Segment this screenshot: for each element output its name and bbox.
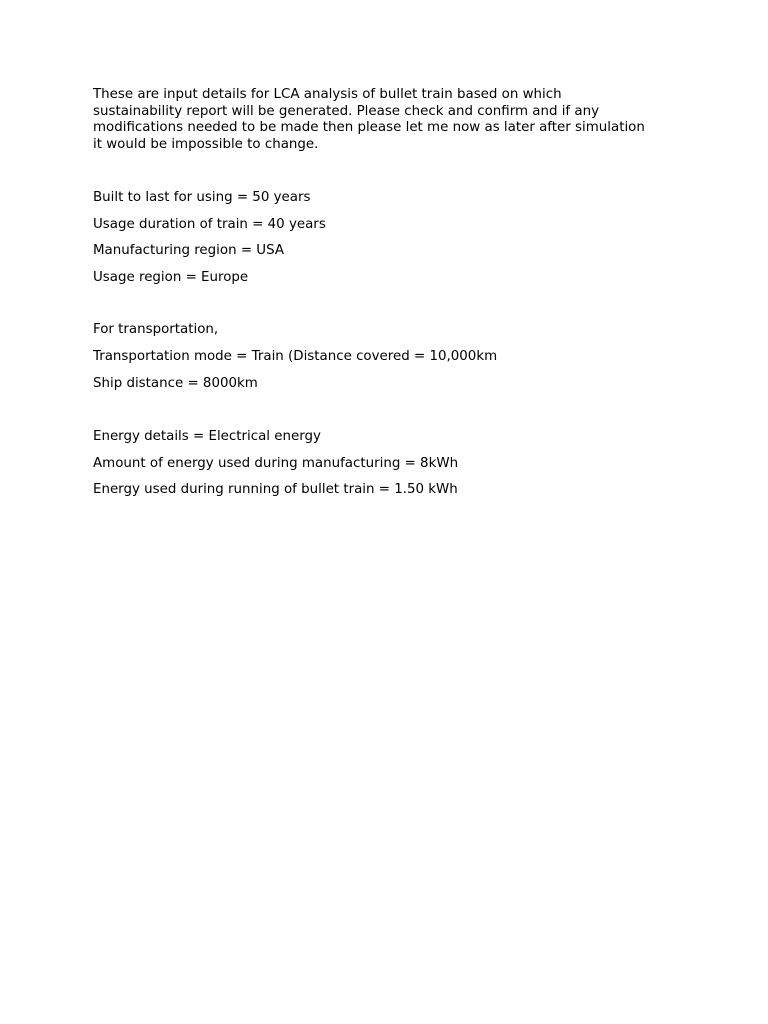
- usage-duration-line: Usage duration of train = 40 years: [93, 216, 326, 232]
- transportation-heading: For transportation,: [93, 322, 219, 338]
- lifetime-section: [93, 190, 653, 296]
- built-to-last-line: Built to last for using = 50 years: [93, 190, 311, 205]
- energy-details-line: Energy details = Electrical energy: [93, 429, 321, 445]
- document-page: [93, 87, 653, 509]
- energy-running-line: Energy used during running of bullet train = 1.50 kWh: [93, 482, 458, 498]
- energy-section: [93, 429, 653, 509]
- transportation-mode-line: Transportation mode = Train (Distance covered = 10,000km: [93, 348, 498, 364]
- energy-manufacturing-line: Amount of energy used during manufacturing = 8kWh: [93, 455, 459, 471]
- intro-paragraph: These are input details for LCA analysis of bullet train based on which sustainability report will be generated. Please check and confirm and if any modifications needed to be made then please let me now as later after simulation it would be impossible to change.: [93, 87, 645, 152]
- usage-region-line: Usage region = Europe: [93, 269, 249, 285]
- ship-distance-line: Ship distance = 8000km: [93, 375, 258, 391]
- manufacturing-region-line: Manufacturing region = USA: [93, 243, 285, 259]
- transportation-section: [93, 322, 653, 402]
